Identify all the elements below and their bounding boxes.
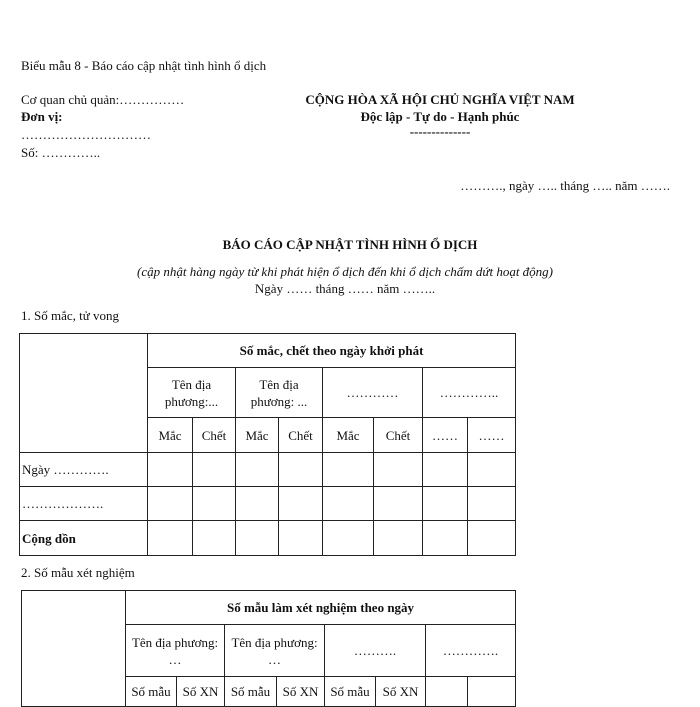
- table-cell: [236, 487, 279, 521]
- sub-header-samples: Số mẫu: [225, 677, 277, 707]
- sub-header-blank: ……: [468, 418, 516, 453]
- row-label-blank: ……………….: [20, 487, 148, 521]
- table-cell: [148, 521, 193, 556]
- form-label: Biểu mẫu 8 - Báo cáo cập nhật tình hình ổ dịch: [21, 58, 267, 73]
- table-cell: [193, 487, 236, 521]
- table-cell: [468, 487, 516, 521]
- locality-2-header: Tên địa phương: ...: [236, 368, 323, 418]
- cases-deaths-table: [19, 333, 516, 556]
- table-cell: [423, 521, 468, 556]
- sub-header-deaths: Chết: [193, 418, 236, 453]
- table-cell: [468, 453, 516, 487]
- table-cell: [279, 453, 323, 487]
- national-motto: Độc lập - Tự do - Hạnh phúc: [360, 109, 520, 124]
- row-label-cumulative: Cộng dồn: [20, 521, 148, 556]
- sub-header-deaths: Chết: [279, 418, 323, 453]
- locality-4-header: …………..: [423, 368, 516, 418]
- sub-header-cases: Mắc: [323, 418, 374, 453]
- locality-3-header: …………: [323, 368, 423, 418]
- sub-header-cases: Mắc: [236, 418, 279, 453]
- table-cell: [148, 453, 193, 487]
- sub-header-blank: [468, 677, 516, 707]
- table-cell: [236, 453, 279, 487]
- country-name: CỘNG HÒA XÃ HỘI CHỦ NGHĨA VIỆT NAM: [305, 92, 575, 107]
- locality-4-header: ………….: [426, 625, 516, 677]
- sub-header-tests: Số XN: [376, 677, 426, 707]
- table-cell: [193, 453, 236, 487]
- table-cell: [279, 521, 323, 556]
- section2-heading: 2. Số mẫu xét nghiệm: [21, 565, 135, 580]
- locality-1-header: Tên địa phương:...: [148, 368, 236, 418]
- table-cell: [279, 487, 323, 521]
- locality-1-header: Tên địa phương: …: [126, 625, 225, 677]
- table-cell: [468, 521, 516, 556]
- table-cell: [423, 487, 468, 521]
- table-cell: [423, 453, 468, 487]
- section1-heading: 1. Số mắc, tử vong: [21, 308, 120, 323]
- table-cell: [323, 487, 374, 521]
- row-label-day: Ngày ………….: [20, 453, 148, 487]
- table-cell: [374, 453, 423, 487]
- locality-3-header: ……….: [325, 625, 426, 677]
- table-cell: [193, 521, 236, 556]
- table-cell: [374, 487, 423, 521]
- locality-2-header: Tên địa phương: …: [225, 625, 325, 677]
- agency-line: Cơ quan chủ quản:……………: [21, 92, 185, 107]
- table-cell: [236, 521, 279, 556]
- sub-header-tests: Số XN: [277, 677, 325, 707]
- sub-header-samples: Số mẫu: [325, 677, 376, 707]
- samples-group-header: Số mẫu làm xét nghiệm theo ngày: [126, 591, 516, 625]
- report-date: Ngày …… tháng …… năm ……..: [254, 281, 436, 296]
- document-number: Số: …………..: [21, 145, 101, 160]
- unit-blank: …………………………: [21, 127, 151, 142]
- table-cell: [148, 487, 193, 521]
- cases-deaths-group-header: Số mắc, chết theo ngày khởi phát: [148, 334, 516, 368]
- date-line: ………., ngày ….. tháng ….. năm …….: [460, 178, 670, 193]
- sub-header-tests: Số XN: [177, 677, 225, 707]
- samples-table: [21, 590, 516, 707]
- unit-label: Đơn vị:: [21, 109, 63, 124]
- row-header-blank: [20, 334, 148, 453]
- report-subtitle: (cập nhật hàng ngày từ khi phát hiện ổ dịch đến khi ổ dịch chấm dứt hoạt động): [136, 264, 554, 279]
- table-cell: [323, 453, 374, 487]
- table-cell: [374, 521, 423, 556]
- table-cell: [323, 521, 374, 556]
- report-title: BÁO CÁO CẬP NHẬT TÌNH HÌNH Ổ DỊCH: [222, 237, 478, 252]
- sub-header-samples: Số mẫu: [126, 677, 177, 707]
- sub-header-cases: Mắc: [148, 418, 193, 453]
- sub-header-blank: [426, 677, 468, 707]
- sub-header-blank: ……: [423, 418, 468, 453]
- row-header-blank: [22, 591, 126, 707]
- sub-header-deaths: Chết: [374, 418, 423, 453]
- motto-separator: --------------: [409, 124, 471, 139]
